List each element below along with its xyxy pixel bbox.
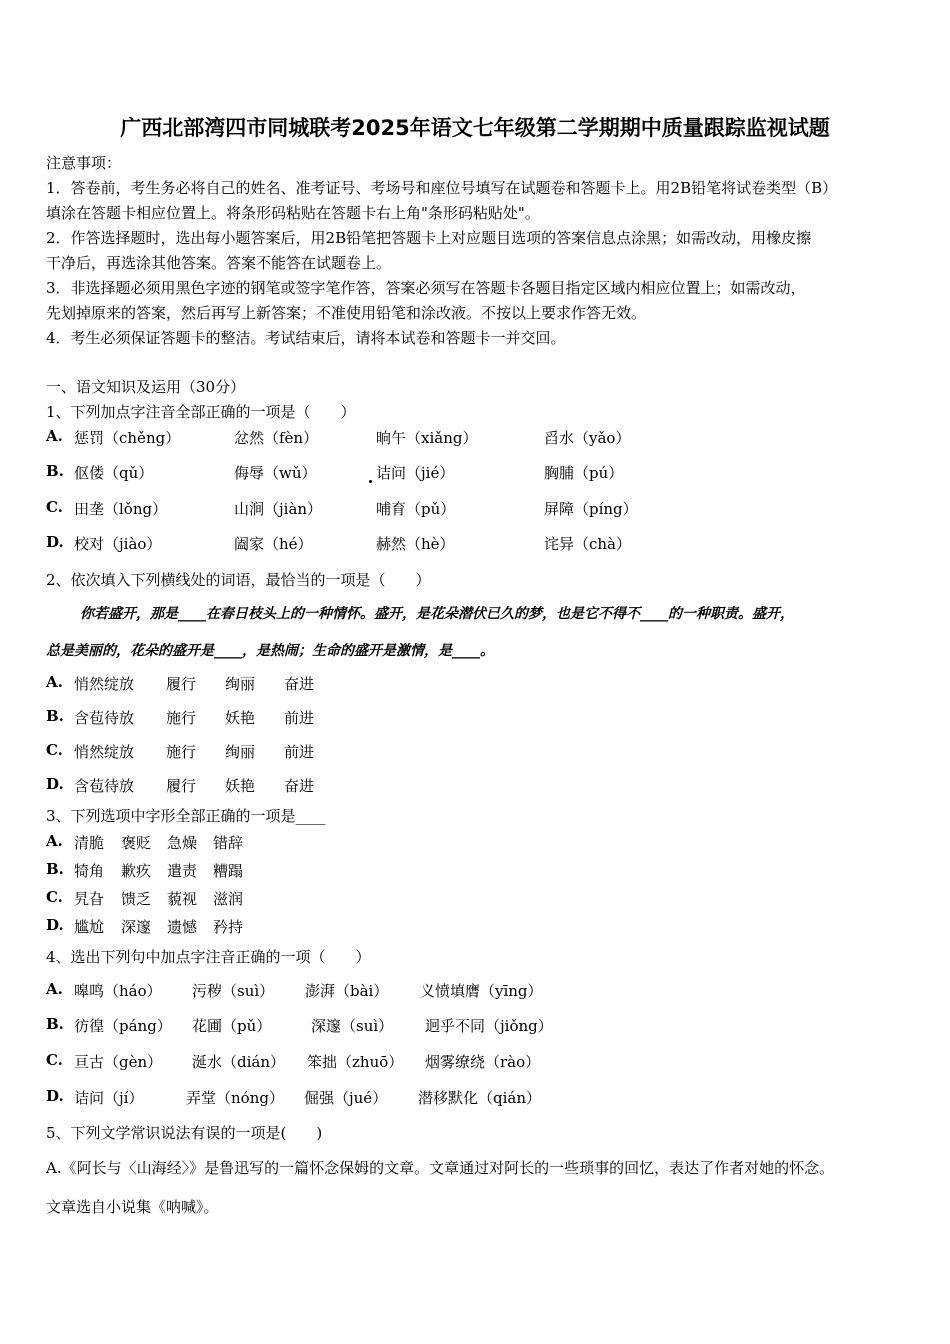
q1-option-label: D.: [46, 533, 64, 551]
q2-option-item: 前进: [284, 743, 315, 761]
q5-option-a: A.《阿长与〈山海经〉》是鲁迅写的一篇怀念保姆的文章。文章通过对阿长的一些琐事的回忆，表达了作者对她的怀念。: [46, 1159, 835, 1177]
q3-option-item: 矜持: [213, 918, 244, 936]
q2-option-item: 悄然绽放: [74, 743, 135, 761]
q2-option-item: 奋进: [284, 777, 315, 795]
q2-option-item: 含苞待放: [74, 777, 135, 795]
q4-option-item: 彷徨（páng）: [74, 1017, 172, 1035]
q2-option-item: 前进: [284, 709, 315, 727]
notice-line: 1．答卷前，考生务必将自己的姓名、准考证号、考场号和座位号填写在试题卷和答题卡上。用2B铅笔将试卷类型（B）: [46, 179, 838, 197]
q2-passage: 总是美丽的，花朵的盛开是____，是热闹；生命的盛开是激情，是____。: [46, 643, 494, 659]
q1-option-item: 校对（jiào）: [74, 535, 162, 553]
q1-option-item: 忿然（fèn）: [234, 429, 319, 447]
q4-option-item: 澎湃（bài）: [305, 982, 389, 1000]
q4-option-item: 迥乎不同（jiǒng）: [425, 1017, 553, 1035]
q2-option-item: 施行: [166, 743, 197, 761]
q3-option-label: A.: [46, 832, 63, 850]
section-heading: 一、语文知识及运用（30分）: [46, 378, 246, 396]
q1-option-item: 阖家（hé）: [234, 535, 313, 553]
q3-option-item: 尴尬: [74, 918, 105, 936]
q1-option-item: 哺育（pǔ）: [376, 500, 456, 518]
q1-option-label: C.: [46, 498, 63, 516]
q3-option-item: 馈乏: [121, 890, 152, 908]
notice-line: 填涂在答题卡相应位置上。将条形码粘贴在答题卡右上角"条形码粘贴处"。: [46, 204, 540, 222]
q1-option-item: 田垄（lǒng）: [74, 500, 168, 518]
q2-option-item: 妖艳: [225, 777, 256, 795]
q2-option-item: 绚丽: [225, 675, 256, 693]
q1-option-item: 山涧（jiàn）: [234, 500, 323, 518]
q4-option-item: 涎水（dián）: [192, 1053, 286, 1071]
notice-line: 干净后，再选涂其他答案。答案不能答在试题卷上。: [46, 254, 392, 272]
q1-option-item: 赫然（hè）: [376, 535, 455, 553]
q4-option-item: 弄堂（nóng）: [186, 1089, 284, 1107]
question-5-stem: 5、下列文学常识说法有误的一项是( ): [46, 1124, 323, 1142]
q1-option-item: 伛偻（qǔ）: [74, 464, 154, 482]
q4-option-item: 倔强（jué）: [304, 1089, 388, 1107]
q3-option-label: D.: [46, 916, 64, 934]
q2-option-item: 奋进: [284, 675, 315, 693]
q4-option-item: 潜移默化（qián）: [418, 1089, 542, 1107]
q1-option-item: 屏障（píng）: [544, 500, 638, 518]
q2-option-label: B.: [46, 707, 64, 725]
q3-option-label: C.: [46, 888, 63, 906]
q3-option-item: 急燥: [167, 834, 198, 852]
q1-option-label: A.: [46, 427, 63, 445]
q3-option-item: 滋润: [213, 890, 244, 908]
page-title: 广西北部湾四市同城联考2025年语文七年级第二学期期中质量跟踪监视试题: [120, 116, 830, 140]
q4-option-label: D.: [46, 1087, 64, 1105]
question-2-stem: 2、依次填入下列横线处的词语，最恰当的一项是（ ）: [46, 571, 431, 589]
q3-option-item: 犄角: [74, 862, 105, 880]
q5-option-a-continued: 文章选自小说集《呐喊》。: [46, 1198, 219, 1216]
q4-option-label: C.: [46, 1051, 63, 1069]
q3-option-item: 清脆: [74, 834, 105, 852]
q2-option-item: 含苞待放: [74, 709, 135, 727]
q3-option-item: 深邃: [121, 918, 152, 936]
q3-option-item: 藐视: [167, 890, 198, 908]
q3-option-item: 遣责: [167, 862, 198, 880]
q2-passage: 你若盛开，那是____在春日枝头上的一种情怀。盛开，是花朵潜伏已久的梦，也是它不得不____的一种职责。盛开，: [80, 606, 794, 622]
notice-line: 2．作答选择题时，选出每小题答案后，用2B铅笔把答题卡上对应题目选项的答案信息点涂黑；如需改动，用橡皮擦: [46, 229, 812, 247]
q2-option-item: 绚丽: [225, 743, 256, 761]
notice-heading: 注意事项：: [46, 154, 122, 172]
q4-option-item: 烟雾缭绕（rào）: [425, 1053, 541, 1071]
q4-option-item: 笨拙（zhuō）: [307, 1053, 404, 1071]
q4-option-label: A.: [46, 980, 63, 998]
q4-option-item: 义愤填膺（yīng）: [420, 982, 543, 1000]
q2-option-item: 施行: [166, 709, 197, 727]
notice-line: 4．考生必须保证答题卡的整洁。考试结束后，请将本试卷和答题卡一并交回。: [46, 329, 566, 347]
q1-option-item: 诘问（jié）: [376, 464, 455, 482]
q1-option-item: 晌午（xiǎng）: [376, 429, 478, 447]
q1-option-item: 惩罚（chěng）: [74, 429, 181, 447]
q4-option-item: 污秽（suì）: [192, 982, 275, 1000]
q4-option-item: 花圃（pǔ）: [192, 1017, 272, 1035]
notice-line: 3．非选择题必须用黑色字迹的钢笔或签字笔作答，答案必须写在答题卡各题目指定区域内相应位置上；如需改动，: [46, 279, 806, 297]
q3-option-item: 褒贬: [121, 834, 152, 852]
q1-option-item: 诧异（chà）: [544, 535, 632, 553]
q2-option-label: D.: [46, 775, 64, 793]
notice-line: 先划掉原来的答案，然后再写上新答案；不准使用铅笔和涂改液。不按以上要求作答无效。: [46, 304, 647, 322]
q3-option-item: 歉疚: [121, 862, 152, 880]
q2-option-item: 履行: [166, 777, 197, 795]
question-3-stem: 3、下列选项中字形全部正确的一项是____: [46, 807, 326, 825]
q4-option-item: 嗥鸣（háo）: [74, 982, 162, 1000]
q3-option-item: 糟蹋: [213, 862, 244, 880]
q4-option-item: 深邃（suì）: [311, 1017, 394, 1035]
question-1-stem: 1、下列加点字注音全部正确的一项是（ ）: [46, 403, 356, 421]
q2-option-label: C.: [46, 741, 63, 759]
q4-option-label: B.: [46, 1015, 64, 1033]
question-4-stem: 4、选出下列句中加点字注音正确的一项（ ）: [46, 948, 371, 966]
q1-option-label: B.: [46, 462, 64, 480]
q1-option-item: 胸脯（pú）: [544, 464, 624, 482]
q3-option-label: B.: [46, 860, 64, 878]
q4-option-item: 诘问（jí）: [74, 1089, 144, 1107]
q1-option-item: 舀水（yǎo）: [544, 429, 631, 447]
q3-option-item: 错辞: [213, 834, 244, 852]
q2-option-label: A.: [46, 673, 63, 691]
emphasis-dot: [369, 480, 372, 483]
q1-option-item: 侮辱（wǔ）: [234, 464, 317, 482]
q3-option-item: 遗憾: [167, 918, 198, 936]
q4-option-item: 亘古（gèn）: [74, 1053, 163, 1071]
q2-option-item: 妖艳: [225, 709, 256, 727]
q2-option-item: 履行: [166, 675, 197, 693]
q3-option-item: 旯旮: [74, 890, 105, 908]
q2-option-item: 悄然绽放: [74, 675, 135, 693]
